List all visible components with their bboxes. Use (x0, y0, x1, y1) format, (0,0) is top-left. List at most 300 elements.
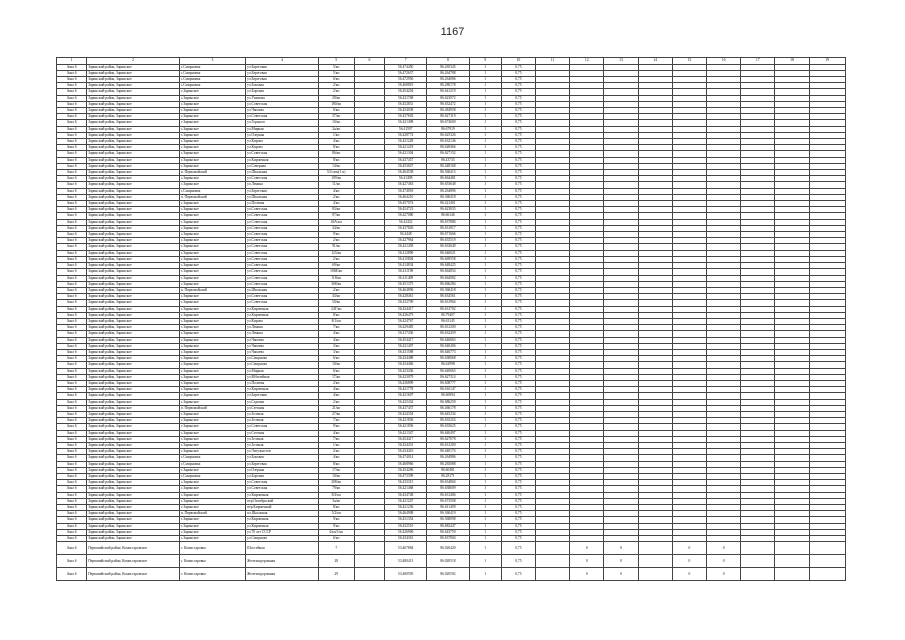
table-cell: 1 (469, 387, 501, 393)
table-cell: 1 (469, 306, 501, 312)
table-cell: 86.648425 (427, 263, 469, 269)
column-header: 11 (535, 58, 569, 65)
table-cell: Заринский район, Заринское (87, 275, 180, 281)
table-cell: ул.Юбилейная (246, 374, 318, 380)
table-cell: ул.Смирнова (246, 536, 318, 542)
table-cell: ул.Северная (246, 163, 318, 169)
table-cell: 0,75 (501, 455, 535, 461)
table-cell: с.Заринское (179, 529, 245, 535)
table-cell: 1 (469, 256, 501, 262)
table-cell: 1 (469, 126, 501, 132)
table-cell: Зона 6 (57, 170, 87, 176)
table-cell: с.Заринское (179, 492, 245, 498)
table-cell: 0,75 (501, 505, 535, 511)
table-cell: 1 (469, 424, 501, 430)
table-cell: Зона 6 (57, 480, 87, 486)
table-cell: 1 (469, 287, 501, 293)
table-cell: 86.635254 (427, 418, 469, 424)
table-cell: Зона 6 (57, 505, 87, 511)
table-cell: 56.472956 (385, 77, 427, 83)
table-cell: 109/кп (318, 176, 354, 182)
table-cell: 0,75 (501, 89, 535, 95)
table-cell: 0,75 (501, 312, 535, 318)
table-cell: 86/кп (318, 151, 354, 157)
table-cell: Зона 6 (57, 275, 87, 281)
table-cell: с.Заринское (179, 176, 245, 182)
table-cell: Заринский район, Заринское (87, 114, 180, 120)
table-cell: с.Заринское (179, 225, 245, 231)
table-cell: с.Заринское (179, 486, 245, 492)
table-cell: Заринский район, Заринское (87, 312, 180, 318)
table-cell: Зона 6 (57, 182, 87, 188)
table-cell: 0,75 (501, 213, 535, 219)
table-cell: Зона 6 (57, 380, 87, 386)
table-cell: 1 (469, 114, 501, 120)
table-cell: 2/кп (318, 238, 354, 244)
table-cell: Заринский район, Заринское (87, 294, 180, 300)
table-cell: 0,75 (501, 64, 535, 70)
table-cell: 56.473399 (385, 474, 427, 480)
table-cell: 86.280178 (427, 83, 469, 89)
table-cell: ул.Советская (246, 269, 318, 275)
table-cell: ул.Кирпичная (246, 492, 318, 498)
table-cell: 1 (469, 418, 501, 424)
table-cell: Зона 6 (57, 486, 87, 492)
table-cell: 53.480595 (385, 568, 427, 581)
table-cell: 0,75 (501, 511, 535, 517)
table-cell: 0,75 (501, 145, 535, 151)
table-cell (809, 542, 845, 555)
table-cell: с.Заринское (179, 318, 245, 324)
table-cell: 0,75 (501, 399, 535, 405)
table-cell: с.Смирновка (179, 455, 245, 461)
table-cell: Зона 6 (57, 213, 87, 219)
table-cell: Заринский район, Заринское (87, 498, 180, 504)
table-cell: 1 (469, 163, 501, 169)
table-cell: 86.611409 (427, 505, 469, 511)
table-cell: 86.28171 (427, 474, 469, 480)
table-cell: 56.425434 (385, 399, 427, 405)
table-row (57, 542, 846, 555)
table-cell: 8/кп (318, 157, 354, 163)
table-cell: ул.Чапаева (246, 108, 318, 114)
table-cell: Зона 6 (57, 201, 87, 207)
table-cell: Заринский район, Заринское (87, 89, 180, 95)
table-cell: 86.637904 (427, 536, 469, 542)
table-cell: 11/кп (318, 182, 354, 188)
table-cell: 0,75 (501, 108, 535, 114)
table-cell: 4/кп (318, 188, 354, 194)
table-cell: с.Заринское (179, 139, 245, 145)
table-cell: с.Заринское (179, 263, 245, 269)
table-cell: 56.417430 (385, 331, 427, 337)
table-cell: 53.467884 (385, 542, 427, 555)
column-header: 9 (469, 58, 501, 65)
table-cell: ул.Боровая (246, 89, 318, 95)
table-cell: Зона 6 (57, 114, 87, 120)
table-cell: 0,75 (501, 201, 535, 207)
table-cell: с.Заринское (179, 368, 245, 374)
table-cell: 86.632472 (427, 101, 469, 107)
table-cell: ул.Чапаева (246, 343, 318, 349)
table-cell: Заринский район, Заринское (87, 120, 180, 126)
table-cell: Заринский район, Заринское (87, 318, 180, 324)
table-cell: с.Смирновка (179, 77, 245, 83)
table-cell: с.Смирновка (179, 474, 245, 480)
table-cell: 27/кп (318, 411, 354, 417)
table-cell: Зона 6 (57, 163, 87, 169)
table-cell: Зона 6 (57, 238, 87, 244)
table-cell: с.Заринское (179, 436, 245, 442)
table-cell: Заринский район, Заринское (87, 300, 180, 306)
table-cell: ул.Береговая (246, 188, 318, 194)
column-header: 12 (570, 58, 604, 65)
table-cell: 56.453047 (385, 163, 427, 169)
table-cell: Зона 6 (57, 176, 87, 182)
table-cell: ул.Смирнова (246, 362, 318, 368)
table-cell: 2/кп (318, 399, 354, 405)
table-cell: Зона 6 (57, 368, 87, 374)
table-cell: 0,75 (501, 568, 535, 581)
table-cell: 56.421836 (385, 424, 427, 430)
page-number: 1167 (440, 26, 465, 38)
table-cell: 86.628466 (427, 145, 469, 151)
table-cell: Заринский район, Заринское (87, 101, 180, 107)
table-cell: ул.Ленина (246, 182, 318, 188)
table-cell: Зона 6 (57, 411, 87, 417)
table-cell: 6/кп (318, 108, 354, 114)
table-cell: 86.627152 (427, 151, 469, 157)
table-cell: Заринский район, Заринское (87, 244, 180, 250)
table-cell: с.Заринское (179, 163, 245, 169)
table-cell: 86.633649 (427, 244, 469, 250)
table-cell: Зона 6 (57, 287, 87, 293)
table-cell: 7/кп (318, 418, 354, 424)
table-cell: Зона 6 (57, 337, 87, 343)
table-cell: 5/кп (318, 64, 354, 70)
table-cell: 56.451375 (385, 281, 427, 287)
table-cell: 8/кп (318, 312, 354, 318)
table-cell: Заринский район, Заринское (87, 393, 180, 399)
table-cell: 86.640497 (427, 430, 469, 436)
table-cell: 86.631200 (427, 325, 469, 331)
table-cell: 1 (469, 337, 501, 343)
table-cell: Зона 6 (57, 256, 87, 262)
table-cell: 86.645234 (427, 411, 469, 417)
table-cell: с.Заринское (179, 337, 245, 343)
table-cell: 2/кп (318, 83, 354, 89)
table-cell: ул.Школьная (246, 287, 318, 293)
table-cell (741, 568, 775, 581)
table-cell: 1 (469, 120, 501, 126)
table-cell: 0,75 (501, 139, 535, 145)
table-cell: 0,75 (501, 163, 535, 169)
table-cell: 1 (469, 132, 501, 138)
table-cell: Заринский район, Заринское (87, 194, 180, 200)
table-cell: ул.Чапаева (246, 349, 318, 355)
table-cell: 86.637886 (427, 219, 469, 225)
table-cell: 106Е/кп (318, 269, 354, 275)
table-cell: ул.Зеленая (246, 411, 318, 417)
table-cell: 86.264986 (427, 455, 469, 461)
table-cell: 86.631964 (427, 300, 469, 306)
table-cell (775, 555, 809, 568)
table-cell: с.Заринское (179, 331, 245, 337)
table-cell: 0,75 (501, 449, 535, 455)
table-cell: 56.431588 (385, 349, 427, 355)
table-cell: Заринский район, Заринское (87, 529, 180, 535)
table-cell: 43/кп (318, 294, 354, 300)
table-cell: 86.67919 (427, 126, 469, 132)
table-cell: ул.Мирная (246, 368, 318, 374)
table-cell: 1 (469, 529, 501, 535)
table-cell: 0,75 (501, 362, 535, 368)
table-cell: Зона 6 (57, 461, 87, 467)
table-cell: 9/кп (318, 523, 354, 529)
table-cell: Заринский район, Заринское (87, 492, 180, 498)
table-cell: 1 (469, 188, 501, 194)
table-cell: 1 (469, 356, 501, 362)
table-cell: 1 (469, 568, 501, 581)
table-cell: 1 (469, 368, 501, 374)
table-cell: Заринский район, Заринское (87, 157, 180, 163)
table-cell: 0,75 (501, 424, 535, 430)
table-cell: 56.423436 (385, 368, 427, 374)
table-cell: Зона 6 (57, 436, 87, 442)
table-cell: 86.635519 (427, 238, 469, 244)
table-cell: с.Заринское (179, 238, 245, 244)
table-cell: Зона 6 (57, 83, 87, 89)
table-cell: 56.434416 (385, 449, 427, 455)
table-cell: 56.432709 (385, 300, 427, 306)
table-cell: 1 (469, 176, 501, 182)
table-row (57, 568, 846, 581)
table-cell: 56.421304 (385, 151, 427, 157)
table-cell: Заринский район, Заринское (87, 163, 180, 169)
table-cell: Заринский район, Заринское (87, 387, 180, 393)
table-cell: 8/кп (318, 461, 354, 467)
table-cell: Зона 6 (57, 89, 87, 95)
table-cell (354, 568, 384, 581)
table-cell: ул.Советская (246, 256, 318, 262)
table-cell: 1 (469, 436, 501, 442)
table-cell: с.Заринское (179, 182, 245, 188)
table-cell: 1 (469, 349, 501, 355)
table-cell: Заринский район, Заринское (87, 213, 180, 219)
table-cell: с.Заринское (179, 120, 245, 126)
table-cell: с.Смирновка (179, 70, 245, 76)
table-cell: ул.Советская (246, 244, 318, 250)
table-cell: с.Заринское (179, 256, 245, 262)
table-cell: 6/кп (318, 356, 354, 362)
table-cell: 0,75 (501, 170, 535, 176)
table-cell: 56.474450 (385, 64, 427, 70)
table-cell: 0,75 (501, 101, 535, 107)
table-cell: 56.421247 (385, 498, 427, 504)
column-header: 1 (57, 58, 87, 65)
table-cell: с.Заринское (179, 442, 245, 448)
table-cell: Заринский район, Заринское (87, 306, 180, 312)
table-cell: с.Заринское (179, 312, 245, 318)
table-cell: 10/кп (318, 474, 354, 480)
table-cell: 0,75 (501, 486, 535, 492)
table-cell: Заринский район, Заринское (87, 461, 180, 467)
table-cell: пл.Школьная (246, 511, 318, 517)
table-cell: Первомайский район, Комиссаровское (87, 542, 180, 555)
table-cell: Заринский район, Заринское (87, 442, 180, 448)
table-cell: с.Заринское (179, 430, 245, 436)
table-cell (535, 542, 569, 555)
table-cell: 2/кп (318, 89, 354, 95)
table-cell: 7/кп (318, 325, 354, 331)
table-cell: 0 (604, 568, 638, 581)
table-cell: 0,75 (501, 387, 535, 393)
table-cell: 86.674600 (427, 120, 469, 126)
table-cell: ул.Советская (246, 294, 318, 300)
table-cell (354, 555, 384, 568)
table-cell: ул.Береговая (246, 70, 318, 76)
table-cell: 86.484958 (427, 108, 469, 114)
table-cell: 50/кп (318, 300, 354, 306)
table-cell: 56.41597 (385, 126, 427, 132)
table-cell: Зона 6 (57, 542, 87, 555)
table-cell: 56.427964 (385, 238, 427, 244)
table-cell: 86.360418 (427, 194, 469, 200)
table-cell: 1 (469, 523, 501, 529)
table-cell: 56.424354 (385, 411, 427, 417)
table-cell: 0,75 (501, 182, 535, 188)
table-cell: 53.480413 (385, 555, 427, 568)
table-cell: 123/кп (318, 250, 354, 256)
table-cell: 86.632146 (427, 139, 469, 145)
table-cell: с.Заринское (179, 157, 245, 163)
table-cell: Заринский район, Заринское (87, 511, 180, 517)
table-cell: 0,75 (501, 232, 535, 238)
table-cell: ул.Кирова (246, 145, 318, 151)
table-cell: 1 (469, 449, 501, 455)
table-cell: 0,75 (501, 356, 535, 362)
table-cell: 56.426906 (385, 529, 427, 535)
table-cell: с.Заринское (179, 424, 245, 430)
table-cell (354, 542, 384, 555)
table-cell: Зона 6 (57, 536, 87, 542)
table-cell: 1 (469, 64, 501, 70)
table-cell: п. Первомайский (179, 511, 245, 517)
table-cell: ул.Боковая (246, 83, 318, 89)
table-cell: 1 (469, 213, 501, 219)
table-cell: 56.421836 (385, 418, 427, 424)
table-cell: 9/кп (318, 232, 354, 238)
table-cell: 86.66146 (427, 213, 469, 219)
table-cell: Заринский район, Заринское (87, 523, 180, 529)
table-cell (741, 555, 775, 568)
table-cell: 83/кп (318, 207, 354, 213)
table-cell: 0,75 (501, 368, 535, 374)
table-cell: 56.464896 (385, 287, 427, 293)
table-cell: 56.421468 (385, 486, 427, 492)
table-cell: 1 (469, 145, 501, 151)
table-cell: 86.627078 (427, 436, 469, 442)
table-cell: Первомайский район, Комиссаровское (87, 568, 180, 581)
table-cell: п. Первомайский (179, 170, 245, 176)
table-cell: Заринский район, Заринское (87, 368, 180, 374)
table-cell: 0,75 (501, 337, 535, 343)
table-cell: 86.625326 (427, 132, 469, 138)
table-cell: ул.Береговая (246, 393, 318, 399)
table-cell: Заринский район, Заринское (87, 411, 180, 417)
table-cell: 56.428774 (385, 132, 427, 138)
table-cell: 56.412890 (385, 250, 427, 256)
table-cell: 1 (469, 275, 501, 281)
table-cell: 1 (469, 108, 501, 114)
table-cell: 1 (469, 139, 501, 145)
table-cell: 1 (469, 194, 501, 200)
table-cell: 86.640663 (427, 368, 469, 374)
table-cell: 10/кп (318, 120, 354, 126)
table-cell: Зона 6 (57, 132, 87, 138)
table-cell: ул.Советская (246, 238, 318, 244)
table-cell: 0,75 (501, 250, 535, 256)
table-cell: с.Заринское (179, 101, 245, 107)
table-cell: Заринский район, Заринское (87, 182, 180, 188)
table-cell: 0,75 (501, 114, 535, 120)
table-cell: 86.466178 (427, 405, 469, 411)
table-cell: Железнодорожная (246, 555, 318, 568)
table-cell: 86.669558 (427, 256, 469, 262)
table-cell: с.Заринское (179, 399, 245, 405)
table-row (57, 555, 846, 568)
column-header: 6 (354, 58, 384, 65)
table-cell: 1 (469, 263, 501, 269)
table-cell: 0,75 (501, 325, 535, 331)
table-cell: 5/4 пом(1-к) (318, 170, 354, 176)
column-header: 2 (87, 58, 180, 65)
table-cell: 14/кп (318, 163, 354, 169)
table-cell: с.Заринское (179, 411, 245, 417)
table-cell: п. Первомайский (179, 405, 245, 411)
table-cell: 86.640174 (427, 449, 469, 455)
column-header: 14 (638, 58, 672, 65)
table-cell: 0,75 (501, 287, 535, 293)
table-cell: Зона 6 (57, 474, 87, 480)
table-cell: 86.264086 (427, 77, 469, 83)
table-cell: с.Заринское (179, 536, 245, 542)
table-cell: Зона 6 (57, 244, 87, 250)
column-header: 18 (775, 58, 809, 65)
table-cell: Заринский район, Заринское (87, 474, 180, 480)
table-cell: 0,75 (501, 151, 535, 157)
table-cell: Заринский район, Заринское (87, 337, 180, 343)
table-cell: 1 (469, 325, 501, 331)
table-cell: 56.457074 (385, 201, 427, 207)
table-cell: 56.421218 (385, 145, 427, 151)
table-cell: ул.Советская (246, 207, 318, 213)
table-cell: 118/кп (318, 275, 354, 281)
table-cell: 0,75 (501, 300, 535, 306)
table-cell: ул.Советская (246, 300, 318, 306)
table-cell: 1 (469, 492, 501, 498)
table-cell: 1 (469, 461, 501, 467)
table-cell: с.Заринское (179, 250, 245, 256)
table-cell: ул.Озерная (246, 132, 318, 138)
table-cell: 56.434431 (385, 442, 427, 448)
table-cell: ул.Кирпичная (246, 517, 318, 523)
table-cell: 0,75 (501, 542, 535, 555)
table-cell: 0,75 (501, 157, 535, 163)
table-cell: 8/кп (318, 505, 354, 511)
table-cell: ул.Зеленая (246, 436, 318, 442)
table-cell: с.Заринское (179, 480, 245, 486)
